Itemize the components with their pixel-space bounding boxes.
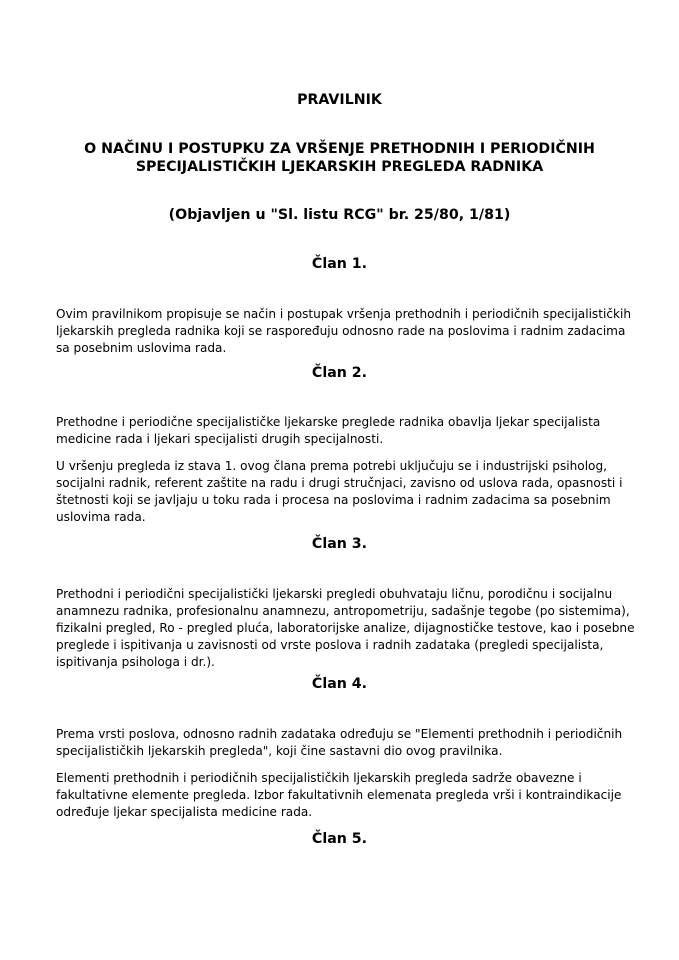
- article-2-heading: Član 2.: [311, 365, 368, 381]
- document-subtitle-line-2: SPECIJALISTIČKIH LJEKARSKIH PREGLEDA RADNIKA: [135, 159, 544, 175]
- article-1-heading: Član 1.: [311, 256, 368, 272]
- article-2-paragraph-2: U vršenju pregleda iz stava 1. ovog člana prema potrebi uključuju se i industrijski psiholog, socijalni radnik, referent zaštite na radu i drugi stručnjaci, zavisno od uslova rada, opasnosti i štetnosti koji se javljaju u toku rada i procesa na poslovima i radnim zadacima sa posebnim uslovima rada.: [56, 459, 623, 524]
- article-3-heading: Član 3.: [311, 536, 368, 552]
- article-1-paragraph-1: Ovim pravilnikom propisuje se način i postupak vršenja prethodnih i periodičnih specijalističkih ljekarskih pregleda radnika koji se raspoređuju odnosno rade na poslovima i radnim zadacima sa posebnim uslovima rada.: [56, 307, 632, 355]
- document-subtitle-line-1: O NAČINU I POSTUPKU ZA VRŠENJE PRETHODNIH I PERIODIČNIH: [84, 141, 595, 157]
- article-2-paragraph-1: Prethodne i periodične specijalističke ljekarske preglede radnika obavlja ljekar specijalista medicine rada i ljekari specijalisti drugih specijalnosti.: [56, 415, 601, 446]
- article-4-paragraph-2: Elementi prethodnih i periodičnih specijalističkih ljekarskih pregleda sadrže obavezne i fakultativne elemente pregleda. Izbor fakultativnih elemenata pregleda vrši i kontraindikacije određuje ljekar specijalista medicine rada.: [56, 771, 622, 819]
- article-3-paragraph-1: Prethodni i periodični specijalistički ljekarski pregledi obuhvataju ličnu, porodičnu i socijalnu anamnezu radnika, profesionalnu anamnezu, antropometriju, sadašnje tegobe (po sistemima), fizikalni pregled, Ro - pregled pluća, laboratorijske analize, dijagnostičke testove, kao i posebne preglede i ispitivanja u zavisnosti od vrste poslova i radnih zadataka (pregledi specijalista, ispitivanja psihologa i dr.).: [56, 587, 635, 669]
- article-4-heading: Član 4.: [311, 676, 368, 692]
- article-5-heading: Član 5.: [311, 831, 368, 847]
- publication-reference: (Objavljen u "Sl. listu RCG" br. 25/80, 1/81): [168, 207, 511, 223]
- document-title: PRAVILNIK: [297, 92, 382, 108]
- article-4-paragraph-1: Prema vrsti poslova, odnosno radnih zadataka određuju se "Elementi prethodnih i periodičnih specijalističkih ljekarskih pregleda", koji čine sastavni dio ovog pravilnika.: [56, 727, 623, 758]
